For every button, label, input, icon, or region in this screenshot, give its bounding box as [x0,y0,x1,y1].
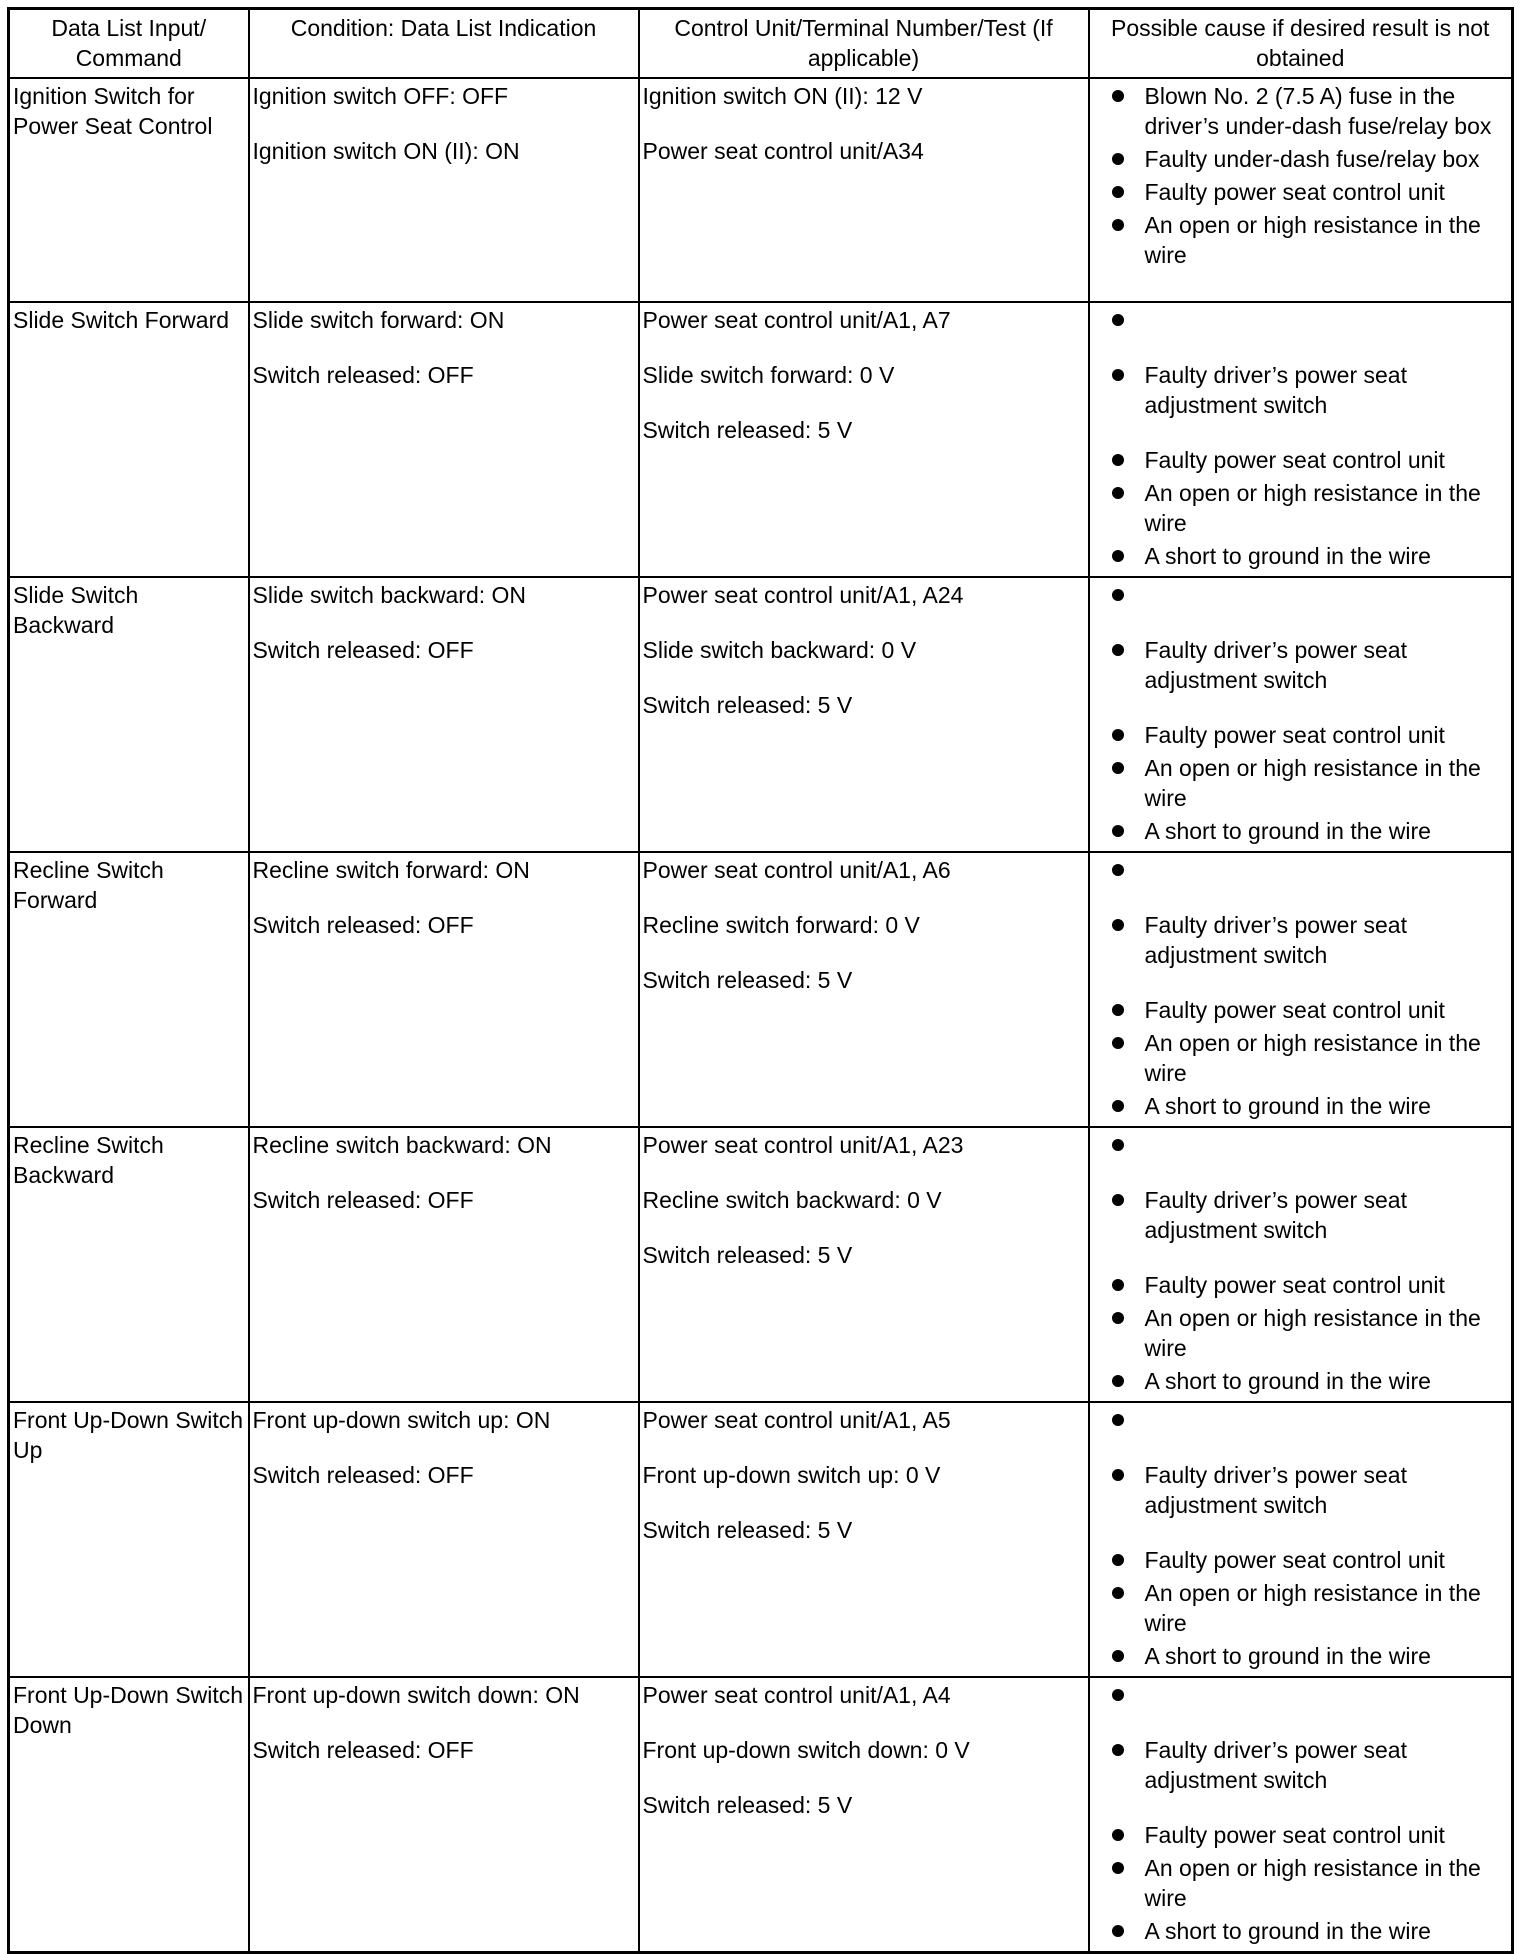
cause-list [1093,1680,1509,1946]
row-possible-causes [1089,1677,1513,1953]
test-line: Power seat control unit/A1, A5 [642,1407,951,1433]
condition-line: Recline switch forward: ON [252,857,530,883]
row-possible-causes [1089,1402,1513,1677]
condition-line: Recline switch backward: ON [252,1132,552,1158]
row-possible-causes [1089,852,1513,1127]
cause-item [1093,855,1509,885]
condition-line: Switch released: OFF [252,362,474,388]
condition-line: Switch released: OFF [252,637,474,663]
cause-item: An open or high resistance in the wire [1093,210,1509,270]
condition-line: Front up-down switch up: ON [252,1407,551,1433]
row-input-command: Slide Switch Forward [9,302,249,577]
cause-item: An open or high resistance in the wire [1093,753,1509,813]
header-condition: Condition: Data List Indication [249,9,639,79]
header-row [9,9,1513,79]
test-line: Power seat control unit/A1, A24 [642,582,964,608]
cause-item: Faulty power seat control unit [1093,445,1509,475]
table-row [9,78,1513,302]
table-row [9,1677,1513,1953]
test-line: Switch released: 5 V [642,1792,853,1818]
test-line: Switch released: 5 V [642,1242,853,1268]
condition-line: Ignition switch ON (II): ON [252,138,520,164]
row-input-command: Front Up-Down Switch Up [9,1402,249,1677]
cause-item: An open or high resistance in the wire [1093,478,1509,538]
header-input-command: Data List Input/ Command [9,9,249,79]
cause-list [1093,1405,1509,1671]
cause-list [1093,580,1509,846]
condition-line: Switch released: OFF [252,912,474,938]
row-tests [639,852,1089,1127]
cause-item: Faulty power seat control unit [1093,177,1509,207]
test-line: Recline switch backward: 0 V [642,1187,942,1213]
table-row [9,1127,1513,1402]
row-conditions [249,1127,639,1402]
table-row [9,302,1513,577]
cause-item: An open or high resistance in the wire [1093,1578,1509,1638]
row-possible-causes [1089,78,1513,302]
cause-item: Faulty driver’s power seat adjustment switch [1093,1185,1509,1245]
row-input-command: Recline Switch Forward [9,852,249,1127]
cause-item: A short to ground in the wire [1093,816,1509,846]
test-line: Switch released: 5 V [642,1517,853,1543]
cause-item: Faulty driver’s power seat adjustment switch [1093,635,1509,695]
cause-item: Faulty driver’s power seat adjustment switch [1093,1460,1509,1520]
row-tests [639,302,1089,577]
row-possible-causes [1089,302,1513,577]
condition-line: Slide switch forward: ON [252,307,505,333]
test-line: Switch released: 5 V [642,692,853,718]
cause-item: Faulty power seat control unit [1093,1820,1509,1850]
header-control-unit-test: Control Unit/Terminal Number/Test (If applicable) [639,9,1089,79]
row-tests [639,1677,1089,1953]
cause-item [1093,305,1509,335]
condition-line: Switch released: OFF [252,1187,474,1213]
row-tests [639,78,1089,302]
row-input-command: Front Up-Down Switch Down [9,1677,249,1953]
row-input-command: Ignition Switch for Power Seat Control [9,78,249,302]
cause-item [1093,1130,1509,1160]
table-body [9,78,1513,1953]
condition-line: Front up-down switch down: ON [252,1682,580,1708]
table-row [9,852,1513,1127]
cause-item: Faulty power seat control unit [1093,1545,1509,1575]
cause-item: An open or high resistance in the wire [1093,1853,1509,1913]
table-row [9,577,1513,852]
test-line: Power seat control unit/A1, A4 [642,1682,951,1708]
test-line: Power seat control unit/A1, A7 [642,307,951,333]
test-line: Recline switch forward: 0 V [642,912,920,938]
cause-item: Faulty power seat control unit [1093,995,1509,1025]
cause-item [1093,1405,1509,1435]
row-conditions [249,78,639,302]
test-line: Power seat control unit/A1, A23 [642,1132,964,1158]
row-tests [639,1127,1089,1402]
row-conditions [249,852,639,1127]
row-conditions [249,1677,639,1953]
header-possible-cause: Possible cause if desired result is not obtained [1089,9,1513,79]
test-line: Front up-down switch up: 0 V [642,1462,941,1488]
cause-item: An open or high resistance in the wire [1093,1303,1509,1363]
cause-item: Faulty driver’s power seat adjustment switch [1093,910,1509,970]
cause-list [1093,305,1509,571]
row-possible-causes [1089,1127,1513,1402]
row-conditions [249,577,639,852]
cause-item: Faulty power seat control unit [1093,1270,1509,1300]
row-tests [639,1402,1089,1677]
row-conditions [249,302,639,577]
test-line: Front up-down switch down: 0 V [642,1737,970,1763]
table-row [9,1402,1513,1677]
cause-item: A short to ground in the wire [1093,1091,1509,1121]
condition-line: Switch released: OFF [252,1737,474,1763]
cause-item: An open or high resistance in the wire [1093,1028,1509,1088]
cause-list [1093,1130,1509,1396]
condition-line: Slide switch backward: ON [252,582,527,608]
cause-list [1093,855,1509,1121]
condition-line: Ignition switch OFF: OFF [252,83,509,109]
test-line: Slide switch forward: 0 V [642,362,895,388]
cause-item: Blown No. 2 (7.5 A) fuse in the driver’s under-dash fuse/relay box [1093,81,1509,141]
cause-list [1093,81,1509,270]
cause-item [1093,580,1509,610]
cause-item: Faulty power seat control unit [1093,720,1509,750]
cause-item: A short to ground in the wire [1093,541,1509,571]
cause-item: Faulty driver’s power seat adjustment switch [1093,1735,1509,1795]
cause-item: A short to ground in the wire [1093,1366,1509,1396]
test-line: Power seat control unit/A34 [642,138,924,164]
test-line: Power seat control unit/A1, A6 [642,857,951,883]
cause-item: A short to ground in the wire [1093,1641,1509,1671]
cause-item [1093,1680,1509,1710]
test-line: Switch released: 5 V [642,417,853,443]
diagnostic-table [7,7,1514,1954]
row-conditions [249,1402,639,1677]
condition-line: Switch released: OFF [252,1462,474,1488]
test-line: Switch released: 5 V [642,967,853,993]
cause-item: Faulty driver’s power seat adjustment switch [1093,360,1509,420]
row-input-command: Recline Switch Backward [9,1127,249,1402]
cause-item: A short to ground in the wire [1093,1916,1509,1946]
cause-item: Faulty under-dash fuse/relay box [1093,144,1509,174]
row-tests [639,577,1089,852]
row-possible-causes [1089,577,1513,852]
row-input-command: Slide Switch Backward [9,577,249,852]
test-line: Slide switch backward: 0 V [642,637,917,663]
test-line: Ignition switch ON (II): 12 V [642,83,923,109]
